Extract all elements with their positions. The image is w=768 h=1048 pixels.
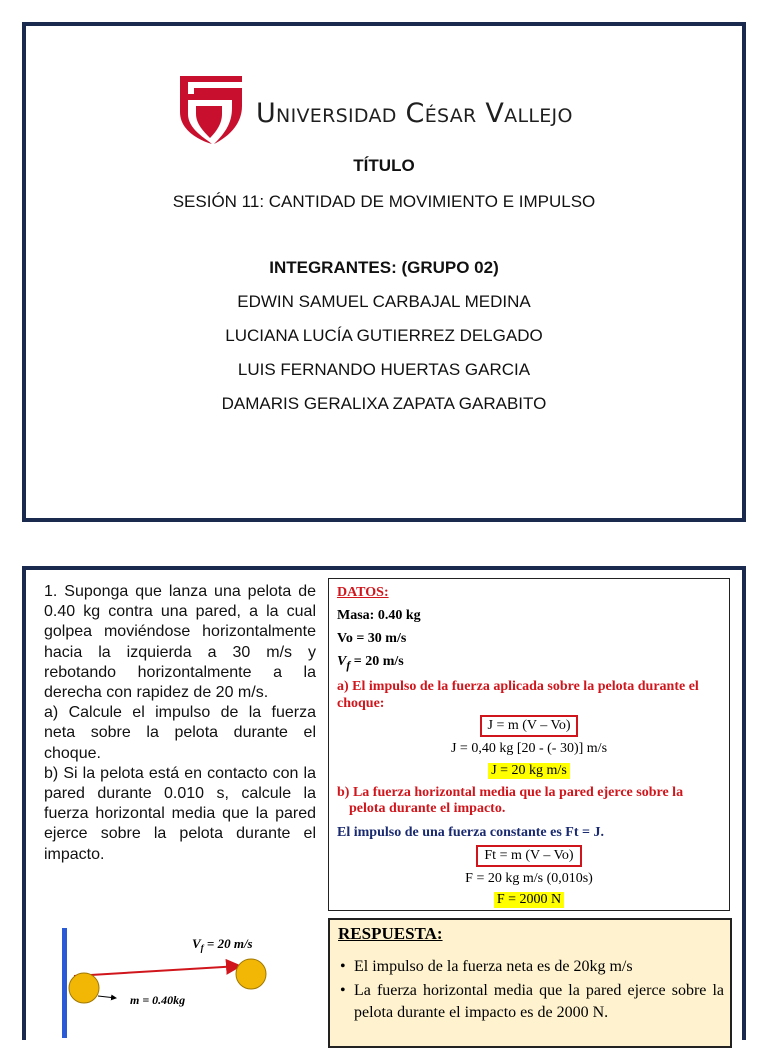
problem-text: 1. Suponga que lanza una pelota de 0.40 kg contra una pared, a la cual golpea moviéndose horizontalmente hacia la izquierda a 30 m/s y rebotando horizontalmente a la derecha con rapidez de 20 m/s. xyxy=(44,583,316,702)
mass-pointer xyxy=(98,996,116,998)
university-logo xyxy=(178,74,648,146)
problem-part-b: b) Si la pelota está en contacto con la pared durante 0.010 s, calcule la fuerza horizontal media que la pared ejerce sobre la pelota durante el impacto. xyxy=(44,764,316,863)
respuesta-heading: RESPUESTA: xyxy=(338,924,443,943)
title-heading: TÍTULO xyxy=(353,156,415,175)
part-a-heading: a) El impulso de la fuerza aplicada sobre la pelota durante el choque: xyxy=(337,679,699,711)
respuesta-box xyxy=(328,918,732,1048)
problem-part-a: a) Calcule el impulso de la fuerza neta sobre la pelota durante el choque. xyxy=(44,704,316,762)
part-b-heading-1: b) La fuerza horizontal media que la pared ejerce sobre la xyxy=(337,785,684,800)
university-name: Universidad César Vallejo xyxy=(256,98,573,129)
part-b-substitution: F = 20 kg m/s (0,010s) xyxy=(465,871,593,886)
vf-subscript: f xyxy=(346,658,351,672)
ball-initial xyxy=(69,973,99,1003)
ball-wall-diagram xyxy=(44,918,294,1038)
members-heading: INTEGRANTES: (GRUPO 02) xyxy=(269,258,499,277)
datos-vo: Vo = 30 m/s xyxy=(337,631,407,646)
wall xyxy=(62,928,67,1038)
part-a-result: J = 20 kg m/s xyxy=(329,763,729,779)
bullet-icon: • xyxy=(340,958,346,975)
vf-label: $V_f = 20$ m/s xyxy=(192,936,253,953)
datos-vf xyxy=(337,654,404,672)
ball-final xyxy=(236,959,266,989)
member-name: LUIS FERNANDO HUERTAS GARCIA xyxy=(237,360,531,379)
university-shield-icon xyxy=(178,74,244,146)
mass-label: m = 0.40kg xyxy=(130,993,186,1007)
respuesta-item: • La fuerza horizontal media que la pared ejerce sobre la pelota durante el impacto es de 2000 N. xyxy=(340,982,724,1021)
datos-masa: Masa: 0.40 kg xyxy=(337,608,421,623)
problem-page xyxy=(22,566,746,1040)
part-a-formula: J = m (V – Vo) xyxy=(329,715,729,737)
member-name: EDWIN SAMUEL CARBAJAL MEDINA xyxy=(237,292,531,311)
part-b-note: El impulso de una fuerza constante es Ft = J. xyxy=(337,825,604,840)
vf-symbol: V xyxy=(337,654,347,669)
part-b-result: F = 2000 N xyxy=(329,892,729,908)
member-name: LUCIANA LUCÍA GUTIERREZ DELGADO xyxy=(225,326,543,345)
vf-value: = 20 m/s xyxy=(350,654,404,669)
respuesta-item: • El impulso de la fuerza neta es de 20kg m/s xyxy=(340,956,724,978)
part-b-heading-2: pelota durante el impacto. xyxy=(349,801,506,816)
problem-statement xyxy=(44,582,316,865)
bullet-icon: • xyxy=(340,982,346,999)
velocity-arrow xyxy=(74,966,240,976)
datos-heading: DATOS: xyxy=(337,585,389,600)
part-a-substitution: J = 0,40 kg [20 - (- 30)] m/s xyxy=(450,741,608,756)
datos-box xyxy=(328,578,730,911)
cover-page xyxy=(22,22,746,522)
part-b-formula: Ft = m (V – Vo) xyxy=(329,845,729,867)
session-title: SESIÓN 11: CANTIDAD DE MOVIMIENTO E IMPULSO xyxy=(172,192,596,211)
member-name: DAMARIS GERALIXA ZAPATA GARABITO xyxy=(221,394,547,413)
